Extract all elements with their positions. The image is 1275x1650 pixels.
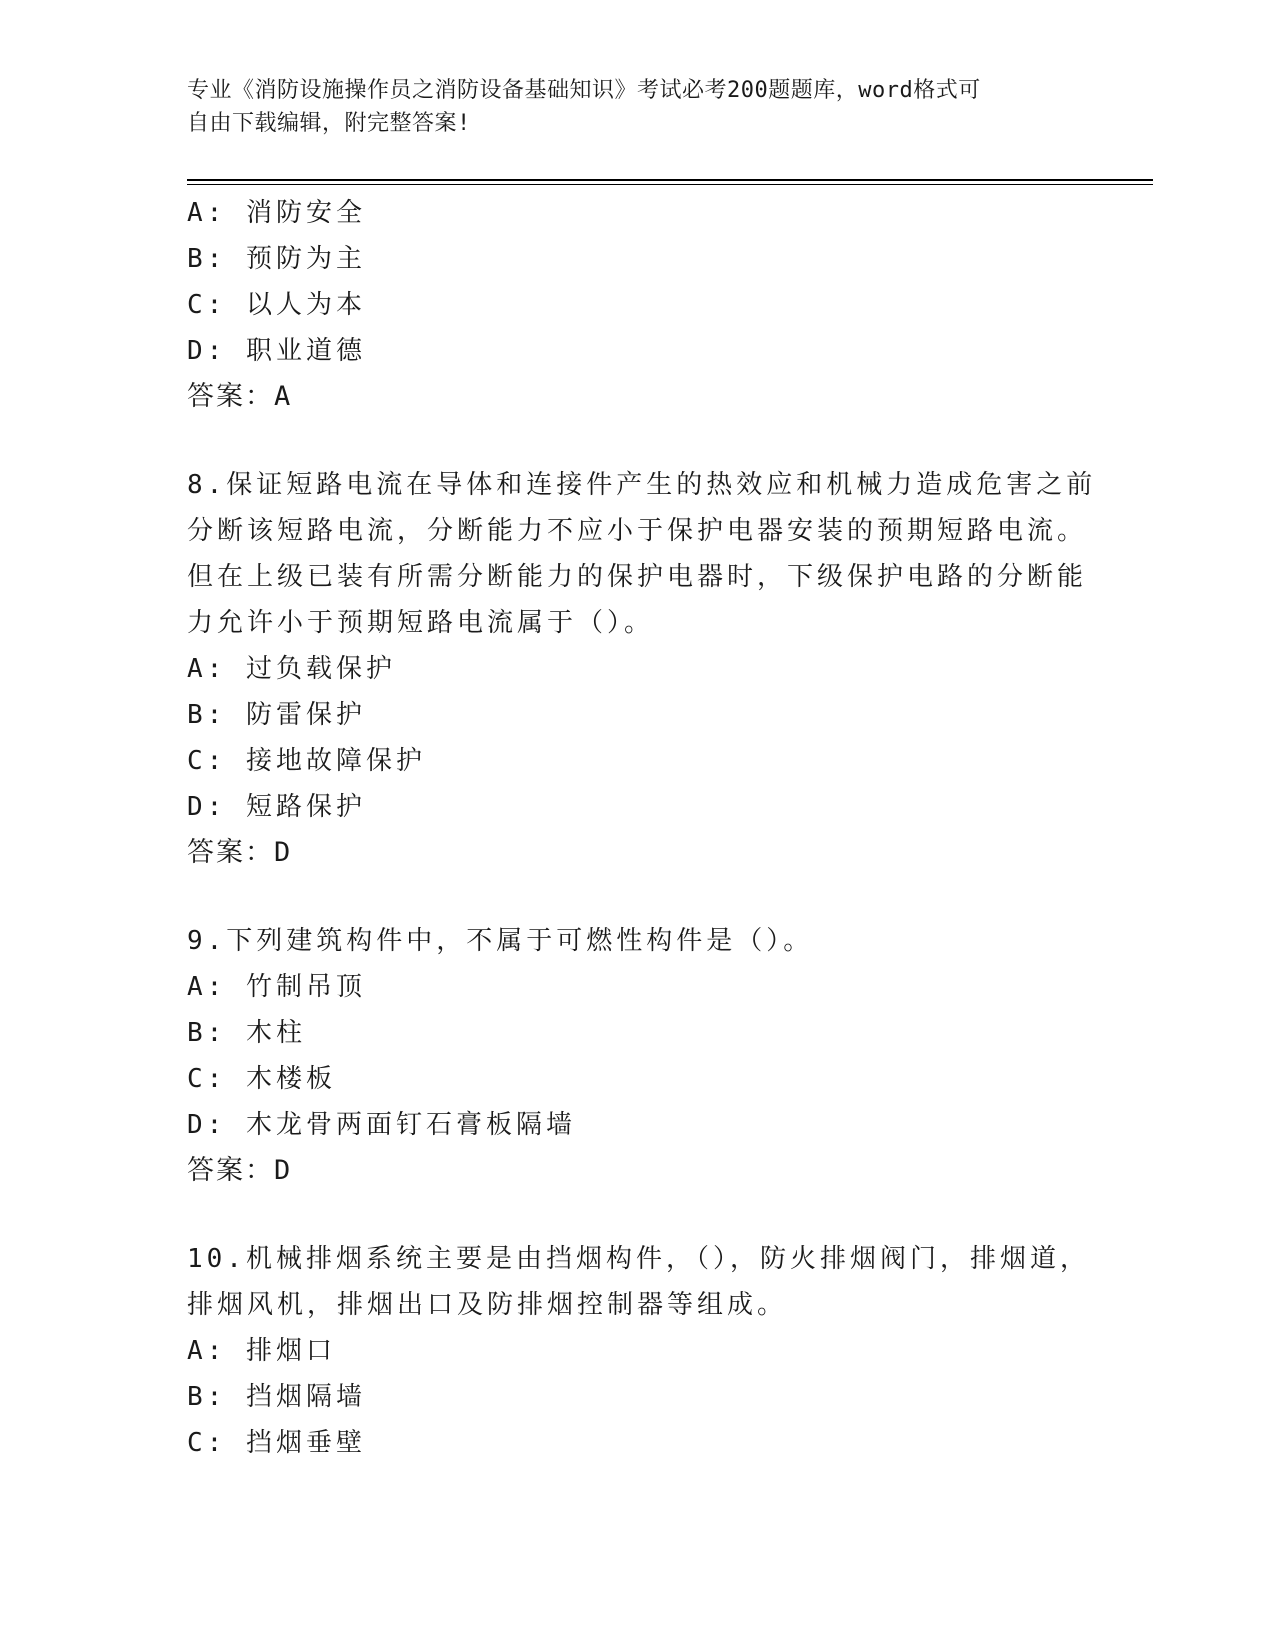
option-b: B: 挡烟隔墙 (187, 1382, 366, 1412)
header-divider-thin (187, 184, 1153, 185)
option-a: A: 过负载保护 (187, 654, 396, 684)
question-7 (187, 190, 1067, 420)
question-list (187, 190, 1097, 1466)
question-text (187, 462, 1097, 646)
header-line-1: 专业《消防设施操作员之消防设备基础知识》考试必考200题题库，word格式可 (187, 78, 981, 103)
option-a: A: 排烟口 (187, 1336, 336, 1366)
option-c: C: 以人为本 (187, 290, 366, 320)
option-b: B: 防雷保护 (187, 700, 366, 730)
option-d: D: 木龙骨两面钉石膏板隔墙 (187, 1110, 576, 1140)
question-10 (187, 1236, 1090, 1466)
option-c: C: 木楼板 (187, 1064, 336, 1094)
option-d: D: 职业道德 (187, 336, 366, 366)
option-b: B: 木柱 (187, 1018, 306, 1048)
option-c: C: 接地故障保护 (187, 746, 426, 776)
option-c: C: 挡烟垂壁 (187, 1428, 366, 1458)
question-8 (187, 462, 1097, 876)
answer: 答案：D (187, 837, 293, 868)
option-a: A: 竹制吊顶 (187, 972, 366, 1002)
question-text-line: 9.下列建筑构件中，不属于可燃性构件是（）。 (187, 926, 814, 956)
answer: 答案：A (187, 381, 293, 412)
question-text-line: 力允许小于预期短路电流属于（）。 (187, 608, 655, 638)
option-b: B: 预防为主 (187, 244, 366, 274)
answer: 答案：D (187, 1155, 293, 1186)
question-text (187, 1236, 1090, 1328)
question-text-line: 排烟风机，排烟出口及防排烟控制器等组成。 (187, 1290, 788, 1320)
question-text-line: 8.保证短路电流在导体和连接件产生的热效应和机械力造成危害之前 (187, 470, 1097, 500)
question-text-line: 但在上级已装有所需分断能力的保护电器时，下级保护电路的分断能 (187, 562, 1088, 592)
question-9 (187, 918, 1067, 1194)
option-d: D: 短路保护 (187, 792, 366, 822)
header-line-2: 自由下载编辑，附完整答案! (187, 111, 471, 136)
question-text-line: 10.机械排烟系统主要是由挡烟构件，（），防火排烟阀门，排烟道， (187, 1244, 1090, 1274)
option-a: A: 消防安全 (187, 198, 366, 228)
question-text-line: 分断该短路电流，分断能力不应小于保护电器安装的预期短路电流。 (187, 516, 1088, 546)
header-divider-thick (187, 179, 1153, 181)
question-text (187, 918, 1067, 964)
document-header (187, 74, 1067, 140)
